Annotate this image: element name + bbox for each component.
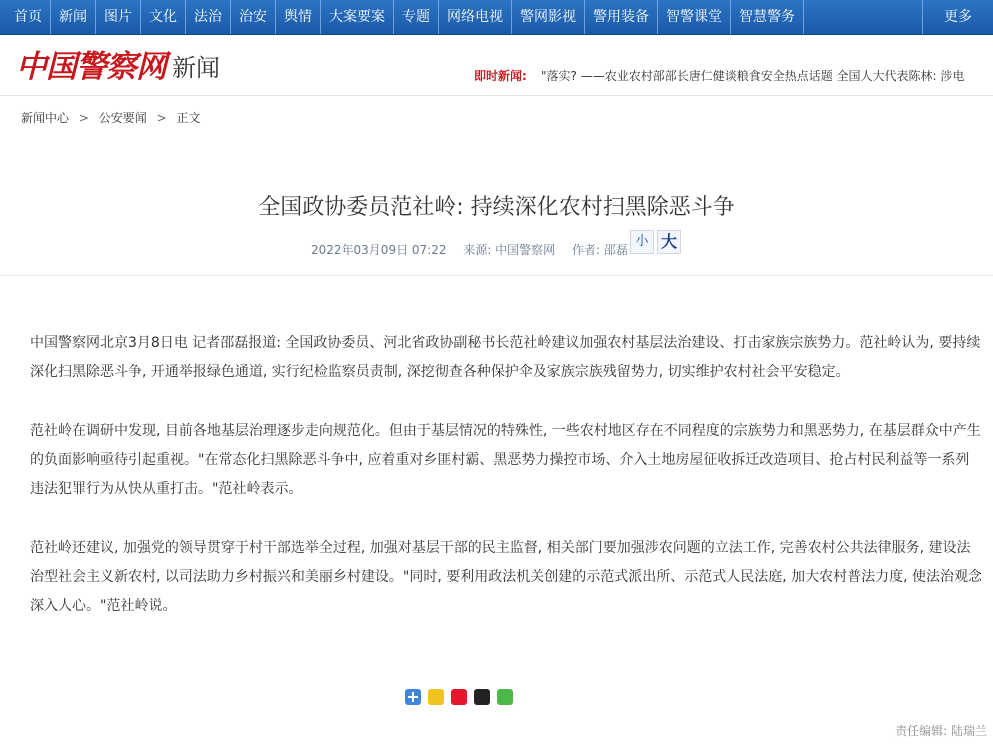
font-size-large-button[interactable]: 大 [657, 230, 681, 254]
article-paragraph: 中国警察网北京3月8日电 记者邵磊报道: 全国政协委员、河北省政协副秘书长范社岭建议加强农村基层法治建设、打击家族宗族势力。范社岭认为, 要持续深化扫黑除恶斗争, 开通举报绿色通道, 实行纪检监察员责制, 深挖彻查各种保护伞及家族宗族残留势力, 切实维护农村社会平安稳定。 [30, 335, 981, 380]
article-source: 来源: 中国警察网 [463, 243, 556, 257]
breadcrumb-separator: > [78, 111, 89, 125]
nav-item-home[interactable]: 首页 [6, 0, 51, 34]
font-size-small-button[interactable]: 小 [630, 230, 654, 254]
qzone-icon[interactable] [428, 689, 444, 705]
nav-more-button[interactable]: 更多 [922, 0, 993, 34]
article-author: 作者: 邵磊 [572, 243, 628, 257]
nav-item-smart-policing[interactable]: 智慧警务 [731, 0, 804, 34]
share-bar [405, 689, 513, 705]
nav-item-security[interactable]: 治安 [231, 0, 276, 34]
breadcrumb-separator: > [156, 111, 167, 125]
nav-item-opinion[interactable]: 舆情 [276, 0, 321, 34]
responsible-editor: 责任编辑: 陆瑞兰 [895, 724, 987, 738]
nav-item-equipment[interactable]: 警用装备 [585, 0, 658, 34]
breadcrumb-news-center[interactable]: 新闻中心 [21, 111, 70, 125]
breadcrumb-current: 正文 [176, 111, 201, 125]
nav-item-law[interactable]: 法治 [186, 0, 231, 34]
nav-item-film[interactable]: 警网影视 [512, 0, 585, 34]
article-body [30, 329, 983, 651]
article-date: 2022年03月09日 07:22 [311, 243, 447, 257]
top-navigation [0, 0, 993, 35]
nav-item-major-cases[interactable]: 大案要案 [321, 0, 394, 34]
nav-item-web-tv[interactable]: 网络电视 [439, 0, 512, 34]
article-title: 全国政协委员范社岭: 持续深化农村扫黑除恶斗争 [258, 195, 735, 220]
ticker-label: 即时新闻: [474, 69, 527, 83]
header-divider [0, 275, 993, 276]
nav-item-classroom[interactable]: 智警课堂 [658, 0, 731, 34]
nav-item-topics[interactable]: 专题 [394, 0, 439, 34]
weibo-icon[interactable] [451, 689, 467, 705]
section-title: 新闻 [172, 54, 220, 82]
nav-item-culture[interactable]: 文化 [141, 0, 186, 34]
site-logo[interactable]: 中国警察网 [16, 49, 166, 85]
article-meta [311, 241, 641, 258]
wechat-icon[interactable] [497, 689, 513, 705]
nav-item-news[interactable]: 新闻 [51, 0, 96, 34]
nav-list [0, 0, 993, 34]
site-header [0, 35, 993, 96]
breadcrumb-police-news[interactable]: 公安要闻 [98, 111, 147, 125]
nav-item-pictures[interactable]: 图片 [96, 0, 141, 34]
article-paragraph: 范社岭还建议, 加强党的领导贯穿于村干部选举全过程, 加强对基层干部的民主监督, 相关部门要加强涉农问题的立法工作, 完善农村公共法律服务, 建设法治型社会主义新农村, 以司法助力乡村振兴和美丽乡村建设。"同时, 要利用政法机关创建的示范式派出所、示范式人民法庭, 加大农村普法力度, 使法治观念深入人心。"范社岭说。 [30, 540, 983, 614]
plus-share-icon[interactable] [405, 689, 421, 705]
news-ticker[interactable]: "落实? ——农业农村部部长唐仁健谈粮食安全热点话题 全国人大代表陈林: 涉电 [541, 69, 965, 83]
qq-icon[interactable] [474, 689, 490, 705]
article-paragraph: 范社岭在调研中发现, 目前各地基层治理逐步走向规范化。但由于基层情况的特殊性, 一些农村地区存在不同程度的宗族势力和黑恶势力, 在基层群众中产生的负面影响亟待引起重视。"在常态化扫黑除恶斗争中, 应着重对乡匪村霸、黑恶势力操控市场、介入土地房屋征收拆迁改造项目、抢占村民利益等一系列违法犯罪行为从快从重打击。"范社岭表示。 [30, 423, 981, 497]
breadcrumb [21, 109, 200, 126]
